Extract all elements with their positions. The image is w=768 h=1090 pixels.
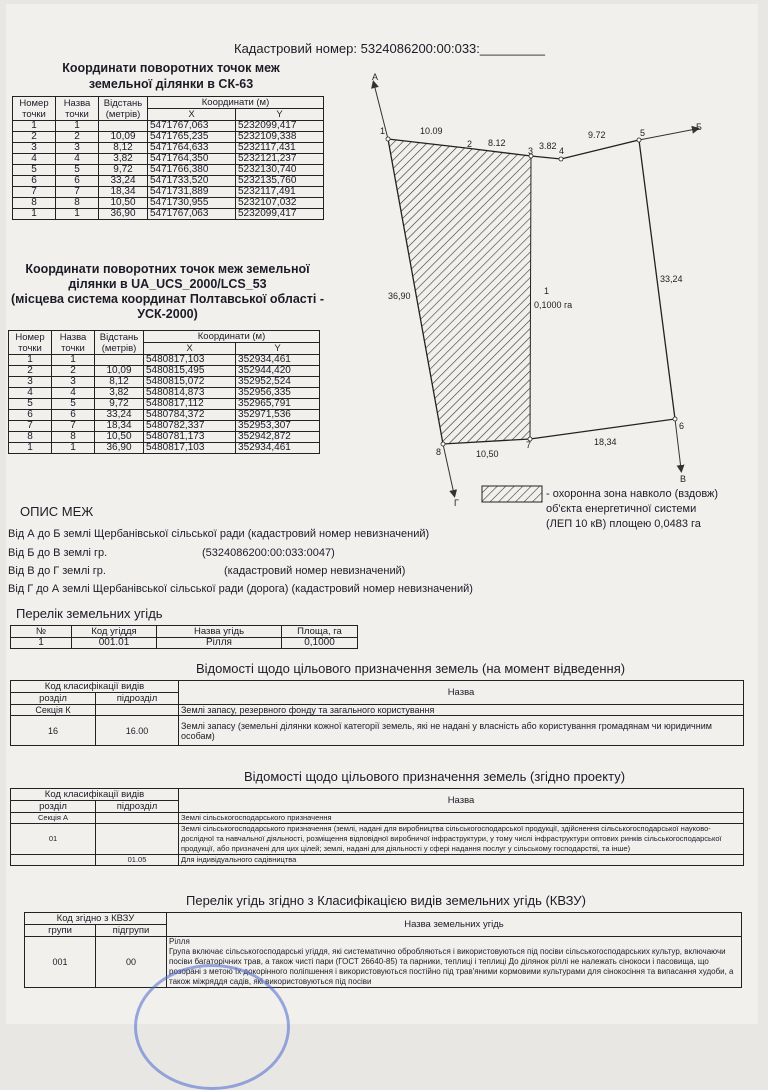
cell (96, 705, 179, 716)
col-name: Назва (179, 789, 744, 813)
col-subsection: підрозділ (96, 693, 179, 705)
table-row (13, 132, 324, 143)
vertex-1 (386, 137, 390, 141)
table-row (9, 355, 320, 366)
cell: 5471766,380 (148, 165, 236, 176)
table-row (9, 399, 320, 410)
cell: 3 (9, 377, 52, 388)
cell: 5471764,350 (148, 154, 236, 165)
cell: 5 (56, 165, 99, 176)
cell: 8 (13, 198, 56, 209)
cell: 3 (13, 143, 56, 154)
lands-title: Перелік земельних угідь (16, 606, 163, 621)
table-row (11, 705, 744, 716)
cell: 3 (52, 377, 95, 388)
point-label-8: 8 (436, 447, 442, 457)
parcel-area: 0,1000 га (534, 300, 573, 310)
purpose-alloc-title: Відомості щодо цільового призначення земель (на момент відведення) (196, 661, 626, 676)
cell (96, 813, 179, 824)
cell: 9,72 (99, 165, 148, 176)
parcel-number: 1 (544, 286, 550, 296)
vertex-6 (673, 417, 677, 421)
sk63-title: Координати поворотних точок меж земельної ділянки в СК-63 (62, 61, 280, 91)
cell: 6 (52, 410, 95, 421)
col-point-name: Назва точки (56, 97, 99, 121)
cell (99, 121, 148, 132)
cell: 5 (9, 399, 52, 410)
cell (96, 824, 179, 855)
cell: 1 (9, 355, 52, 366)
table-row (11, 855, 744, 866)
legend-line: - охоронна зона навколо (вздовж) (546, 488, 719, 500)
legend-line: об'єкта енергетичної системи (546, 503, 697, 515)
cell: 1 (9, 443, 52, 454)
table-row (11, 813, 744, 824)
table-row (9, 443, 320, 454)
distance-3-4: 3.82 (539, 141, 557, 151)
col-subgroup: підгрупи (96, 925, 167, 937)
cell: 5471767,063 (148, 121, 236, 132)
cell: 9,72 (95, 399, 144, 410)
table-row (13, 143, 324, 154)
letter-a: А (372, 72, 379, 82)
vertex-8 (441, 442, 445, 446)
cell: 5471733,520 (148, 176, 236, 187)
cell: 36,90 (99, 209, 148, 220)
col-x: X (148, 109, 236, 121)
direction-line-g (443, 444, 454, 494)
point-label-5: 5 (640, 128, 646, 138)
cell: 5 (13, 165, 56, 176)
cell (95, 355, 144, 366)
col-code: Код угіддя (72, 626, 157, 638)
cell: 352971,536 (236, 410, 320, 421)
cell: 352944,420 (236, 366, 320, 377)
cell: 8 (52, 432, 95, 443)
col-distance: Відстань (метрів) (99, 97, 148, 121)
cell: 4 (56, 154, 99, 165)
cell: 36,90 (95, 443, 144, 454)
cell: Землі сільськогосподарського призначення (179, 813, 744, 824)
cell: 5480815,072 (144, 377, 236, 388)
distance-4-5: 9.72 (588, 130, 606, 140)
cell: 6 (9, 410, 52, 421)
cell: 16 (11, 716, 96, 746)
distance-7-8: 10,50 (476, 449, 499, 459)
boundaries-title: ОПИС МЕЖ (20, 504, 94, 519)
distance-6-7: 18,34 (594, 437, 617, 447)
cell: 16.00 (96, 716, 179, 746)
col-code: Код класифікації видів (11, 789, 179, 801)
cell: 5471764,633 (148, 143, 236, 154)
ucs-title-line: УСК-2000) (137, 307, 198, 321)
cell: 5480815,495 (144, 366, 236, 377)
cell: Землі запасу (земельні ділянки кожної категорії земель, які не надані у власність або користування громадянам чи юридичним особам) (179, 716, 744, 746)
table-row (9, 421, 320, 432)
cell: 1 (52, 443, 95, 454)
ucs-title (10, 262, 325, 322)
cell: 33,24 (99, 176, 148, 187)
cell: 4 (13, 154, 56, 165)
col-area: Площа, га (282, 626, 358, 638)
cell: Секція А (11, 813, 96, 824)
col-section: розділ (11, 801, 96, 813)
col-section: розділ (11, 693, 96, 705)
cell: 352965,791 (236, 399, 320, 410)
distance-8-1: 36,90 (388, 291, 411, 301)
direction-line-b (639, 129, 696, 140)
cell: 8 (56, 198, 99, 209)
cell: 5480782,337 (144, 421, 236, 432)
letter-v: В (680, 474, 687, 484)
table-row (13, 154, 324, 165)
cell: 8 (9, 432, 52, 443)
cell: 10,50 (95, 432, 144, 443)
cell: 5480817,112 (144, 399, 236, 410)
cell: 1 (11, 638, 72, 649)
col-coordinates: Координати (м) (144, 331, 320, 343)
cell: 2 (52, 366, 95, 377)
cell: 5480817,103 (144, 355, 236, 366)
cell: 4 (52, 388, 95, 399)
cell: 10,09 (99, 132, 148, 143)
point-label-4: 4 (559, 146, 565, 156)
table-row (13, 176, 324, 187)
col-point-name: Назва точки (52, 331, 95, 355)
cell: Рілля (157, 638, 282, 649)
cell: 2 (9, 366, 52, 377)
col-distance: Відстань (метрів) (95, 331, 144, 355)
cell: 1 (56, 121, 99, 132)
seal-stamp (134, 964, 290, 1090)
kvzu-name-title: Рілля (169, 937, 190, 946)
cell: 5471730,955 (148, 198, 236, 209)
cell: 7 (52, 421, 95, 432)
table-row (11, 638, 358, 649)
cell: 3 (56, 143, 99, 154)
legend-hatch-swatch (481, 485, 545, 505)
cell: 1 (56, 209, 99, 220)
cell: 5232117,431 (236, 143, 324, 154)
point-label-2: 2 (467, 139, 473, 149)
distance-5-6: 33,24 (660, 274, 683, 284)
cell: 18,34 (95, 421, 144, 432)
cell: 5471765,235 (148, 132, 236, 143)
cell: 1 (52, 355, 95, 366)
table-row (13, 165, 324, 176)
cell: 5232099,417 (236, 209, 324, 220)
col-no: № (11, 626, 72, 638)
table-row (13, 187, 324, 198)
cell: 352952,524 (236, 377, 320, 388)
document-sheet (6, 4, 758, 1024)
cell: 7 (13, 187, 56, 198)
cell: 352934,461 (236, 355, 320, 366)
cell: 001 (25, 937, 96, 988)
col-coordinates: Координати (м) (148, 97, 324, 109)
cell (11, 855, 96, 866)
ucs-title-line: ділянки в UA_UCS_2000/LCS_53 (68, 277, 267, 291)
purpose-project-title: Відомості щодо цільового призначення земель (згідно проекту) (244, 769, 626, 784)
cell: 00 (96, 937, 167, 988)
cell: Для індивідуального садівництва (179, 855, 744, 866)
cell: 2 (13, 132, 56, 143)
cell: 2 (56, 132, 99, 143)
cell: 4 (9, 388, 52, 399)
cell: 6 (56, 176, 99, 187)
cell: Секція К (11, 705, 96, 716)
table-row (25, 937, 742, 988)
table-row (9, 388, 320, 399)
cell: 8,12 (99, 143, 148, 154)
table-row (9, 432, 320, 443)
cell: Землі запасу, резервного фонду та загального користування (179, 705, 744, 716)
cell: 001.01 (72, 638, 157, 649)
cell: 352953,307 (236, 421, 320, 432)
cell: 7 (56, 187, 99, 198)
cell: 5480784,372 (144, 410, 236, 421)
distance-2-3: 8.12 (488, 138, 506, 148)
col-x: X (144, 343, 236, 355)
legend-text (546, 487, 718, 532)
cell: 5232107,032 (236, 198, 324, 209)
col-name: Назва (179, 681, 744, 705)
cell: 5 (52, 399, 95, 410)
point-label-7: 7 (526, 440, 532, 450)
cell: 5232109,338 (236, 132, 324, 143)
col-name: Назва земельних угідь (167, 913, 742, 937)
cell: 5232121,237 (236, 154, 324, 165)
col-name: Назва угідь (157, 626, 282, 638)
cell: 352956,335 (236, 388, 320, 399)
purpose-alloc-table (10, 680, 744, 746)
cell: 7 (9, 421, 52, 432)
cell: 6 (13, 176, 56, 187)
boundary-b-v-code: (5324086200:00:033:0047) (202, 547, 335, 559)
boundary-g-a: Від Г до А землі Щербанівської сільської ради (дорога) (кадастровий номер невизначений) (8, 583, 473, 595)
cell: 0,1000 (282, 638, 358, 649)
cell: 1 (13, 121, 56, 132)
point-label-3: 3 (528, 146, 534, 156)
cell: 352934,461 (236, 443, 320, 454)
table-row (9, 377, 320, 388)
cell: 5480814,873 (144, 388, 236, 399)
cell: 10,09 (95, 366, 144, 377)
vertex-5 (637, 138, 641, 142)
cell: 5232099,417 (236, 121, 324, 132)
col-point-number: Номер точки (9, 331, 52, 355)
kvzu-table (24, 912, 742, 988)
cell: 3,82 (95, 388, 144, 399)
kvzu-name-text: Група включає сільськогосподарські угіддя, які систематично обробляються і використовуються під посіви сільськогосподарських культур, включаючи посіви багаторічних трав, а також чисті пари (ГОСТ 26640-85) та парники, теплиці і теплиці До ділянок ріллі не належать сінокоси і пасовища, що розорані з метою їх докорінного поліпшення і використовуються постійно під трав'яними кормовими культурами для сінокосіння та випасання худоби, а також міжряддя садів, які використовуються під посіви (169, 947, 734, 986)
cell: 352942,872 (236, 432, 320, 443)
purpose-project-table (10, 788, 744, 866)
cell: 01 (11, 824, 96, 855)
cell: 5471731,889 (148, 187, 236, 198)
table-row (9, 410, 320, 421)
cell: 18,34 (99, 187, 148, 198)
cell: 10,50 (99, 198, 148, 209)
boundary-a-b: Від А до Б землі Щербанівської сільської ради (кадастровий номер невизначений) (8, 528, 430, 540)
kvzu-title: Перелік угідь згідно з Класифікацією видів земельних угідь (КВЗУ) (186, 893, 586, 908)
table-row (13, 198, 324, 209)
cell: 8,12 (95, 377, 144, 388)
col-subsection: підрозділ (96, 801, 179, 813)
cell: 3,82 (99, 154, 148, 165)
table-row (13, 209, 324, 220)
cadastral-number: Кадастровий номер: 5324086200:00:033:_________ (234, 41, 545, 56)
boundary-v-g-code: (кадастровий номер невизначений) (224, 565, 406, 577)
col-group: групи (25, 925, 96, 937)
cell: 33,24 (95, 410, 144, 421)
col-y: Y (236, 343, 320, 355)
cell: Землі сільськогосподарського призначення (землі, надані для виробництва сільськогосподарської продукції, здійснення сільськогосподарської науково-дослідної та навчальної діяльності, розміщення відповідної виробничої інфраструктури, у тому числі інфраструктури оптових ринків сільськогосподарської продукції, або призначені для цих цілей; землі, надані для діяльності у сфері надання послуг у сільському господарстві, та інше) (179, 824, 744, 855)
boundary-b-v: Від Б до В землі гр. (8, 547, 108, 559)
legend-line: (ЛЕП 10 кВ) площею 0,0483 га (546, 518, 701, 530)
col-y: Y (236, 109, 324, 121)
cell: 01.05 (96, 855, 179, 866)
cell: 5232135,760 (236, 176, 324, 187)
table-row (11, 824, 744, 855)
col-code: Код класифікації видів (11, 681, 179, 693)
cell: 5232130,740 (236, 165, 324, 176)
col-code: Код згідно з КВЗУ (25, 913, 167, 925)
parcel-plan (336, 64, 756, 514)
table-row (13, 121, 324, 132)
letter-g: Г (454, 498, 459, 508)
cell: 5471767,063 (148, 209, 236, 220)
lands-table (10, 625, 358, 649)
vertex-4 (559, 157, 563, 161)
col-point-number: Номер точки (13, 97, 56, 121)
letter-b: Б (696, 122, 702, 132)
table-row (9, 366, 320, 377)
boundary-v-g: Від В до Г землі гр. (8, 565, 106, 577)
ucs-title-line: Координати поворотних точок меж земельної (25, 262, 310, 276)
distance-1-2: 10.09 (420, 126, 443, 136)
cell: 1 (13, 209, 56, 220)
cell: 5480781,173 (144, 432, 236, 443)
sk63-coordinates-table (12, 96, 324, 220)
point-label-6: 6 (679, 421, 685, 431)
table-row (11, 716, 744, 746)
cell: 5480817,103 (144, 443, 236, 454)
cell: 5232117,491 (236, 187, 324, 198)
ucs-coordinates-table (8, 330, 320, 454)
ucs-title-line: (місцева система координат Полтавської області - (11, 292, 324, 306)
point-label-1: 1 (380, 126, 386, 136)
